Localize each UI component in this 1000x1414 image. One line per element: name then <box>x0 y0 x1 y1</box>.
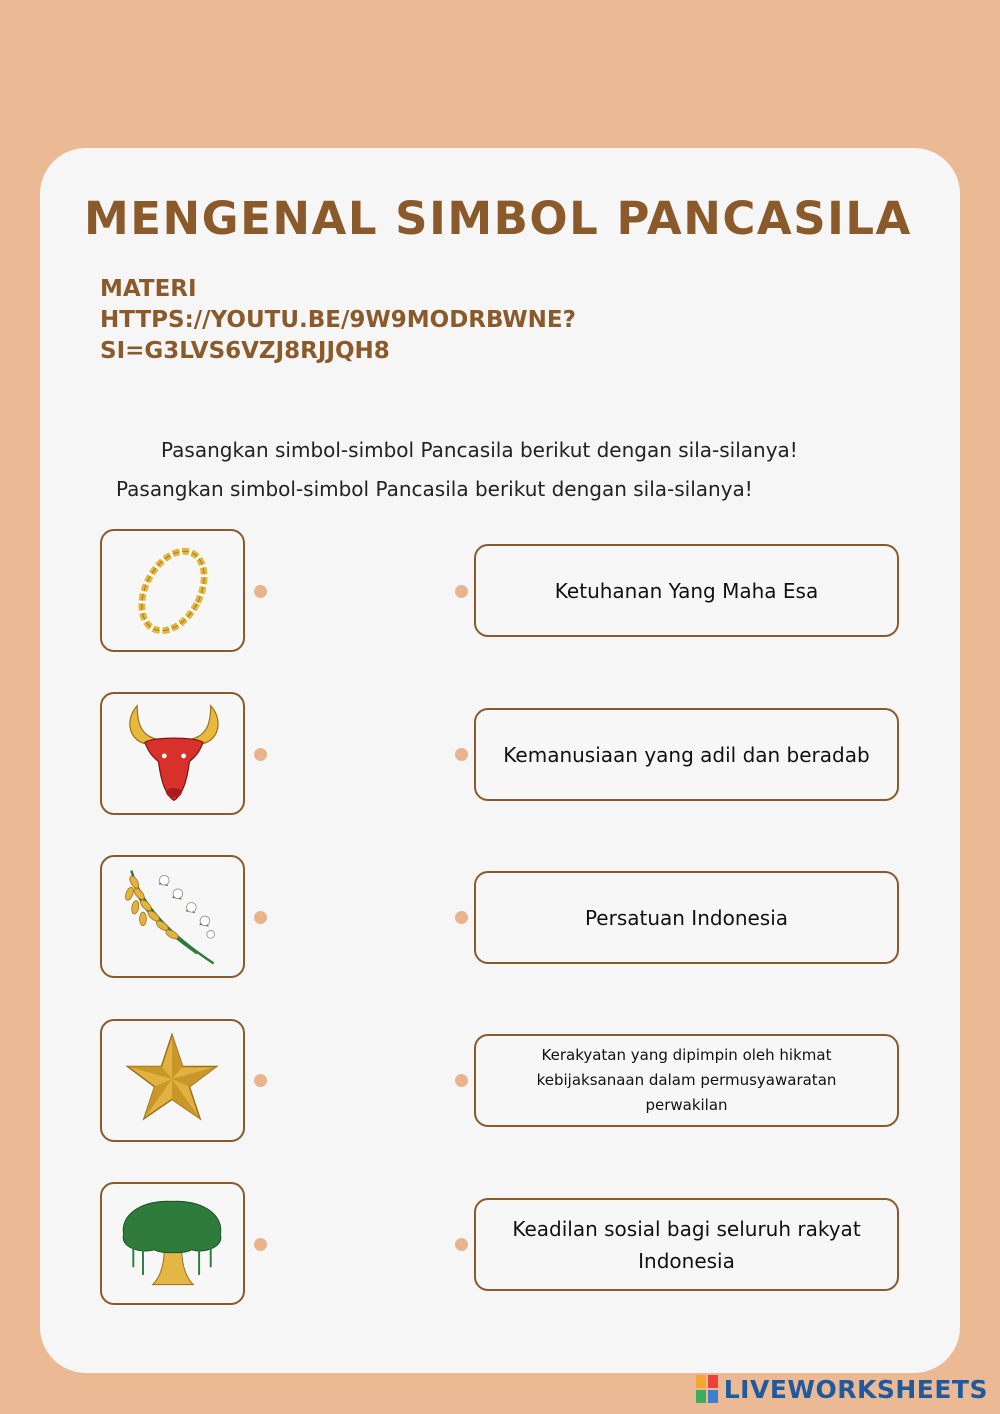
connector-dot-right-2[interactable] <box>455 748 468 761</box>
connector-dot-left-3[interactable] <box>254 911 267 924</box>
symbol-box-rice-cotton[interactable] <box>100 855 245 978</box>
connector-dot-left-1[interactable] <box>254 585 267 598</box>
sila-box-5[interactable]: Keadilan sosial bagi seluruh rakyat Indonesia <box>474 1198 899 1291</box>
connector-dot-right-4[interactable] <box>455 1074 468 1087</box>
connector-dot-right-3[interactable] <box>455 911 468 924</box>
connector-dot-left-5[interactable] <box>254 1238 267 1251</box>
page-title: MENGENAL SIMBOL PANCASILA <box>84 192 912 245</box>
symbol-box-banyan[interactable] <box>100 1182 245 1305</box>
sila-box-3[interactable]: Persatuan Indonesia <box>474 871 899 964</box>
connector-dot-left-4[interactable] <box>254 1074 267 1087</box>
instruction-text: Pasangkan simbol-simbol Pancasila berikut dengan sila-silanya! <box>161 438 798 462</box>
liveworksheets-brand[interactable] <box>696 1374 988 1404</box>
chain-icon <box>102 531 243 650</box>
rice-cotton-icon <box>102 857 243 976</box>
bull-head-icon <box>102 694 243 813</box>
liveworksheets-logo-icon <box>696 1375 718 1403</box>
materi-section <box>100 274 576 367</box>
connector-dot-right-1[interactable] <box>455 585 468 598</box>
sila-box-4[interactable]: Kerakyatan yang dipimpin oleh hikmat kebijaksanaan dalam permusyawaratan perwakilan <box>474 1034 899 1127</box>
symbol-box-chain[interactable] <box>100 529 245 652</box>
instruction-text-duplicate: Pasangkan simbol-simbol Pancasila berikut dengan sila-silanya! <box>116 477 753 501</box>
sila-box-1[interactable]: Ketuhanan Yang Maha Esa <box>474 544 899 637</box>
brand-name: LIVEWORKSHEETS <box>723 1374 988 1404</box>
materi-link-line1[interactable]: HTTPS://YOUTU.BE/9W9MODRBWNE? <box>100 307 576 333</box>
star-icon <box>102 1021 243 1140</box>
sila-box-2[interactable]: Kemanusiaan yang adil dan beradab <box>474 708 899 801</box>
materi-label: MATERI <box>100 276 197 302</box>
connector-dot-left-2[interactable] <box>254 748 267 761</box>
banyan-tree-icon <box>102 1184 243 1303</box>
materi-link-line2[interactable]: SI=G3LVS6VZJ8RJJQH8 <box>100 338 390 364</box>
symbol-box-bull[interactable] <box>100 692 245 815</box>
symbol-box-star[interactable] <box>100 1019 245 1142</box>
connector-dot-right-5[interactable] <box>455 1238 468 1251</box>
